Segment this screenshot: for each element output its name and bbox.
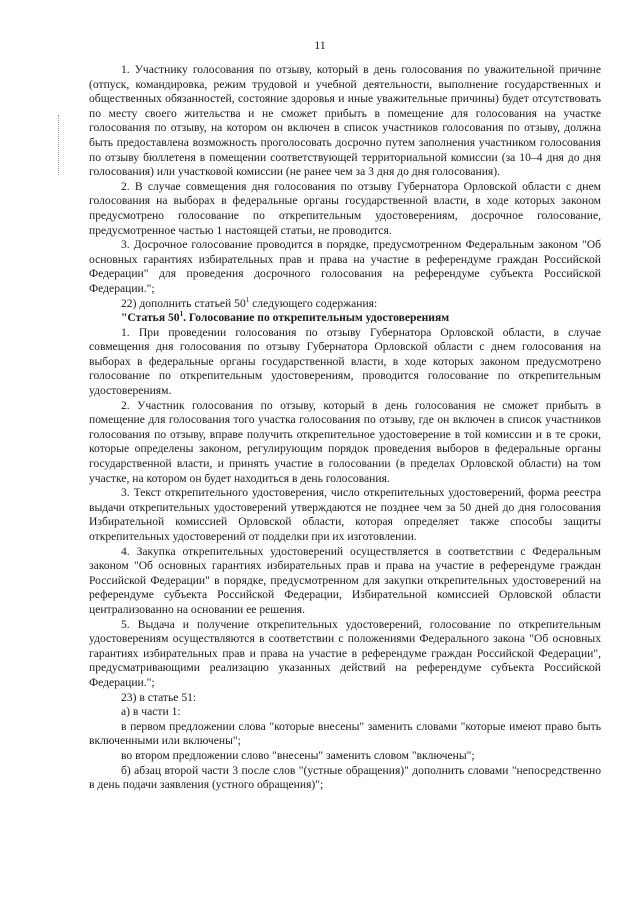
superscript-index: 1: [245, 295, 250, 304]
article-heading-tail: . Голосование по открепительным удостоверениям: [183, 311, 450, 325]
paragraph: 2. Участник голосования по отзыву, который в день голосования не сможет прибыть в помещение для голосования того участка голосования по отзыву, где он включен в список участников голосования по отзыву, вправе получить открепительное удостоверение в той комиссии и в те сроки, которые определены законом, регулирующим порядок проведения выборов в федеральные органы государственной власти, и принять участие в голосовании (в пределах Орловской области) на том участке, на котором он будет находиться в день голосования.: [89, 398, 601, 485]
paragraph: а) в части 1:: [121, 705, 181, 719]
paragraph: в первом предложении слова "которые внесены" заменить словами "которые имеют право быть включенными или включены";: [89, 719, 601, 748]
page-number: 11: [314, 38, 326, 52]
article-heading-start: "Статья 50: [121, 311, 180, 325]
paragraph: во втором предложении слово "внесены" заменить словом "включены";: [121, 748, 475, 762]
superscript-index: 1: [179, 310, 184, 319]
paragraph: 3. Текст открепительного удостоверения, число открепительных удостоверений, форма реестра выдачи открепительных удостоверений утверждаются не позднее чем за 50 дней до дня голосования Избирательной комиссией Орловской области, которая определяет также способы защиты открепительных удостоверений от подделки при их изготовлении.: [89, 486, 601, 543]
paragraph: 1. Участнику голосования по отзыву, который в день голосования по уважительной причине (отпуск, командировка, режим трудовой и учебной деятельности, выполнение государственных и общественных обязанностей, состояние здоровья и иные уважительные причины) будет отсутствовать по месту своего жительства и не сможет прибыть в помещение для голосования на участке голосования по отзыву, на котором он включен в список участников голосования по отзыву, должна быть предоставлена возможность проголосовать досрочно путем заполнения участником голосования по отзыву бюллетеня в помещении соответствующей территориальной комиссии (за 10–4 дня до дня голосования) или участковой комиссии (не ранее чем за 3 дня до дня голосования).: [89, 63, 601, 179]
article-heading: [89, 311, 601, 326]
paragraph: 4. Закупка открепительных удостоверений осуществляется в соответствии с Федеральным законом "Об основных гарантиях избирательных прав и права на участие в референдуме граждан Российской Федерации" в порядке, предусмотренном для закупки открепительных удостоверений на референдуме субъекта Российской Федерации, Избирательной комиссией Орловской области централизованно на основании ее решения.: [89, 544, 601, 616]
paragraph: 1. При проведении голосования по отзыву Губернатора Орловской области, в случае совмещения дня голосования по отзыву Губернатора Орловской области с днем голосования на выборах в федеральные органы государственной власти, в ходе которых законом предусмотрено голосование по открепительным удостоверениям, проводится голосование по открепительным удостоверениям.: [89, 325, 601, 398]
paragraph: 23) в статье 51:: [121, 690, 197, 704]
paragraph: 5. Выдача и получение открепительных удостоверений, голосование по открепительным удостоверениям осуществляются в соответствии с положениями Федерального закона "Об основных гарантиях избирательных прав и права на участие в референдуме граждан Российской Федерации", предусматривающими реализацию указанных действий на референдуме субъекта Российской Федерации.";: [89, 617, 601, 689]
paragraph: 3. Досрочное голосование проводится в порядке, предусмотренном Федеральным законом "Об основных гарантиях избирательных прав и права на участие в референдуме граждан Российской Федерации" для проведения досрочного голосования на референдуме субъекта Российской Федерации.";: [89, 238, 601, 295]
document-body: [89, 63, 601, 793]
paragraph: 2. В случае совмещения дня голосования по отзыву Губернатора Орловской области с днем голосования на выборах в федеральные органы государственной власти, в ходе которых законом предусмотрено голосование по открепительным удостоверениям, досрочное голосование, предусмотренное частью 1 настоящей статьи, не проводится.: [89, 179, 601, 237]
amendment-22-text: 22) дополнить статьей 50: [121, 296, 246, 310]
amendment-22-tail: следующего содержания:: [249, 296, 378, 310]
paragraph: б) абзац второй части 3 после слов "(устные обращения)" дополнить словами "непосредственно в день подачи заявления (устного обращения)";: [89, 763, 601, 792]
scan-margin-mark: [58, 115, 60, 175]
paragraph-amendment-22: [89, 297, 601, 312]
